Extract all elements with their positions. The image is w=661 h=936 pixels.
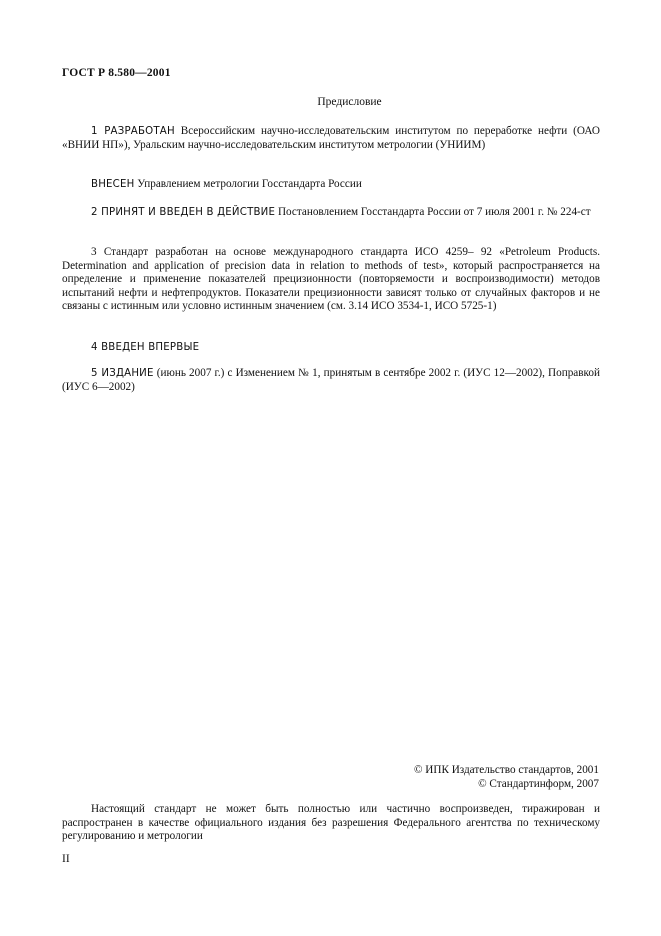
paragraph-first-introduced: 4 ВВЕДЕН ВПЕРВЫЕ <box>91 342 200 353</box>
paragraph-lead: 5 ИЗДАНИЕ <box>91 368 154 379</box>
page-number: II <box>62 853 70 865</box>
section-title: Предисловие <box>317 96 382 108</box>
copyright-line-1: © ИПК Издательство стандартов, 2001 <box>413 764 599 776</box>
paragraph-basis: 3 Стандарт разработан на основе международного стандарта ИСО 4259– 92 «Petroleum Products. Determination and application of precision data in relation to methods of test», который распространяется на определение и применение показателей прецизионности (повторяемости и воспроизводимости) методов испытаний нефти и нефтепродуктов. Показатели прецизионности зависят только от случайных факторов и не связаны с истинным или условно истинным значением (см. 3.14 ИСО 3534-1, ИСО 5725-1) <box>62 246 600 312</box>
paragraph-text: Постановлением Госстандарта России от 7 июля 2001 г. № 224-ст <box>277 206 591 218</box>
paragraph-developed <box>62 125 600 152</box>
paragraph-edition <box>62 367 600 394</box>
paragraph-adopted <box>62 206 600 220</box>
paragraph-introduced <box>62 178 600 192</box>
paragraph-lead: 2 ПРИНЯТ И ВВЕДЕН В ДЕЙСТВИЕ <box>91 207 276 218</box>
document-code: ГОСТ Р 8.580—2001 <box>62 67 171 79</box>
reproduction-notice: Настоящий стандарт не может быть полностью или частично воспроизведен, тиражирован и распространен в качестве официального издания без разрешения Федерального агентства по техническому регулированию и метрологии <box>62 803 600 842</box>
paragraph-text: Всероссийским научно-исследовательским институтом по переработке нефти (ОАО «ВНИИ НП»), Уральским научно-исследовательским институтом метрологии (УНИИМ) <box>62 125 600 151</box>
copyright-line-2: © Стандартинформ, 2007 <box>478 778 599 790</box>
paragraph-text: Управлением метрологии Госстандарта России <box>137 178 362 190</box>
paragraph-text: (июнь 2007 г.) с Изменением № 1, принятым в сентябре 2002 г. (ИУС 12—2002), Поправкой (ИУС 6—2002) <box>62 367 601 393</box>
paragraph-lead: 1 РАЗРАБОТАН <box>91 126 175 137</box>
paragraph-lead: ВНЕСЕН <box>91 179 135 190</box>
